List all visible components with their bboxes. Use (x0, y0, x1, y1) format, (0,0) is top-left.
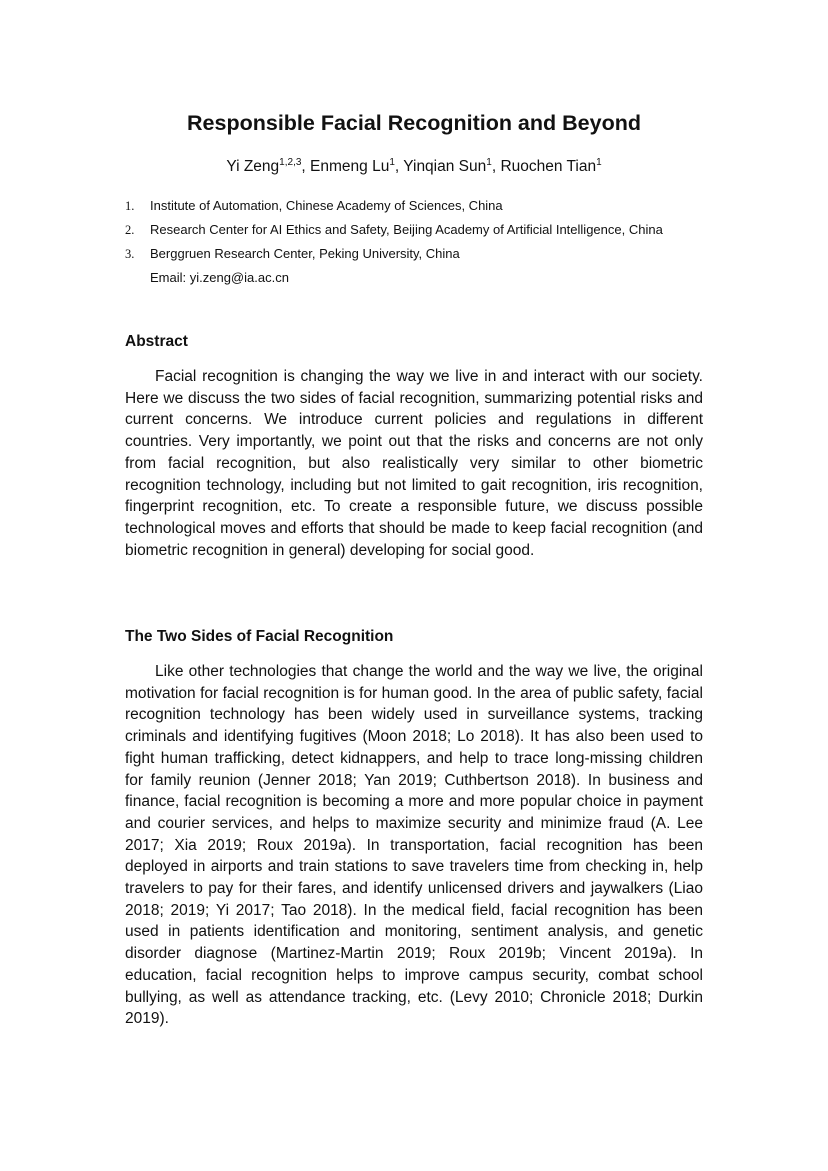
author-name: Enmeng Lu (310, 158, 390, 175)
affiliation-number: 1. (125, 199, 135, 213)
email-line (125, 268, 725, 292)
author-affiliation-marker: 1,2,3 (279, 157, 302, 168)
author-separator: , (491, 158, 501, 175)
abstract-paragraph: Facial recognition is changing the way we live in and interact with our society. Here we discuss the two sides of facial recognition, summarizing potential risks and current concerns. We introduce current policies and regulations in different countries. Very importantly, we point out that the risks and concerns are not only from facial recognition, but also realistically very similar to other biometric recognition technology, including but not limited to gait recognition, iris recognition, fingerprint recognition, etc. To create a responsible future, we discuss possible technological moves and efforts that should be made to keep facial recognition (and biometric recognition in general) developing for social good. (125, 368, 703, 559)
affiliation-text: Berggruen Research Center, Peking University, China (150, 246, 460, 261)
author-affiliation-marker: 1 (596, 157, 602, 168)
affiliation-text: Institute of Automation, Chinese Academy of Sciences, China (150, 198, 503, 213)
author-separator: , (394, 158, 404, 175)
section-paragraph: Like other technologies that change the world and the way we live, the original motivation for facial recognition is for human good. In the area of public safety, facial recognition technology has been widely used in surveillance systems, tracking criminals and identifying fugitives (Moon 2018; Lo 2018). It has also been used to fight human trafficking, detect kidnappers, and help to trace long-missing children for family reunion (Jenner 2018; Yan 2019; Cuthbertson 2018). In business and finance, facial recognition is becoming a more and more popular choice in payment and courier services, and helps to maximize security and minimize fraud (A. Lee 2017; Xia 2019; Roux 2019a). In transportation, facial recognition has been deployed in airports and train stations to save travelers time from checking in, help travelers to pay for their fares, and identify unlicensed drivers and jaywalkers (Liao 2018; 2019; Yi 2017; Tao 2018). In the medical field, facial recognition has been used in patients identification and monitoring, sentiment analysis, and genetic disorder diagnose (Martinez-Martin 2019; Roux 2019b; Vincent 2019a). In education, facial recognition helps to improve campus security, combat school bullying, as well as attendance tracking, etc. (Levy 2010; Chronicle 2018; Durkin 2019). (125, 663, 703, 1028)
author-separator: , (301, 158, 311, 175)
author-name: Yinqian Sun (403, 158, 487, 175)
author-name: Ruochen Tian (500, 158, 597, 175)
affiliation-item (125, 220, 725, 244)
abstract-heading: Abstract (125, 333, 188, 350)
affiliation-item (125, 196, 725, 220)
paper-title: Responsible Facial Recognition and Beyond (187, 111, 641, 135)
author-line (0, 156, 828, 178)
author-name: Yi Zeng (226, 158, 280, 175)
affiliation-number: 2. (125, 223, 135, 237)
section-heading: The Two Sides of Facial Recognition (125, 628, 394, 645)
affiliation-number: 3. (125, 247, 135, 261)
author-affiliation-marker: 1 (389, 157, 395, 168)
affiliation-item (125, 244, 725, 268)
affiliation-text: Research Center for AI Ethics and Safety, Beijing Academy of Artificial Intelligence, China (150, 222, 663, 237)
affiliation-list (125, 196, 725, 292)
author-affiliation-marker: 1 (486, 157, 492, 168)
author-email: Email: yi.zeng@ia.ac.cn (150, 270, 289, 285)
